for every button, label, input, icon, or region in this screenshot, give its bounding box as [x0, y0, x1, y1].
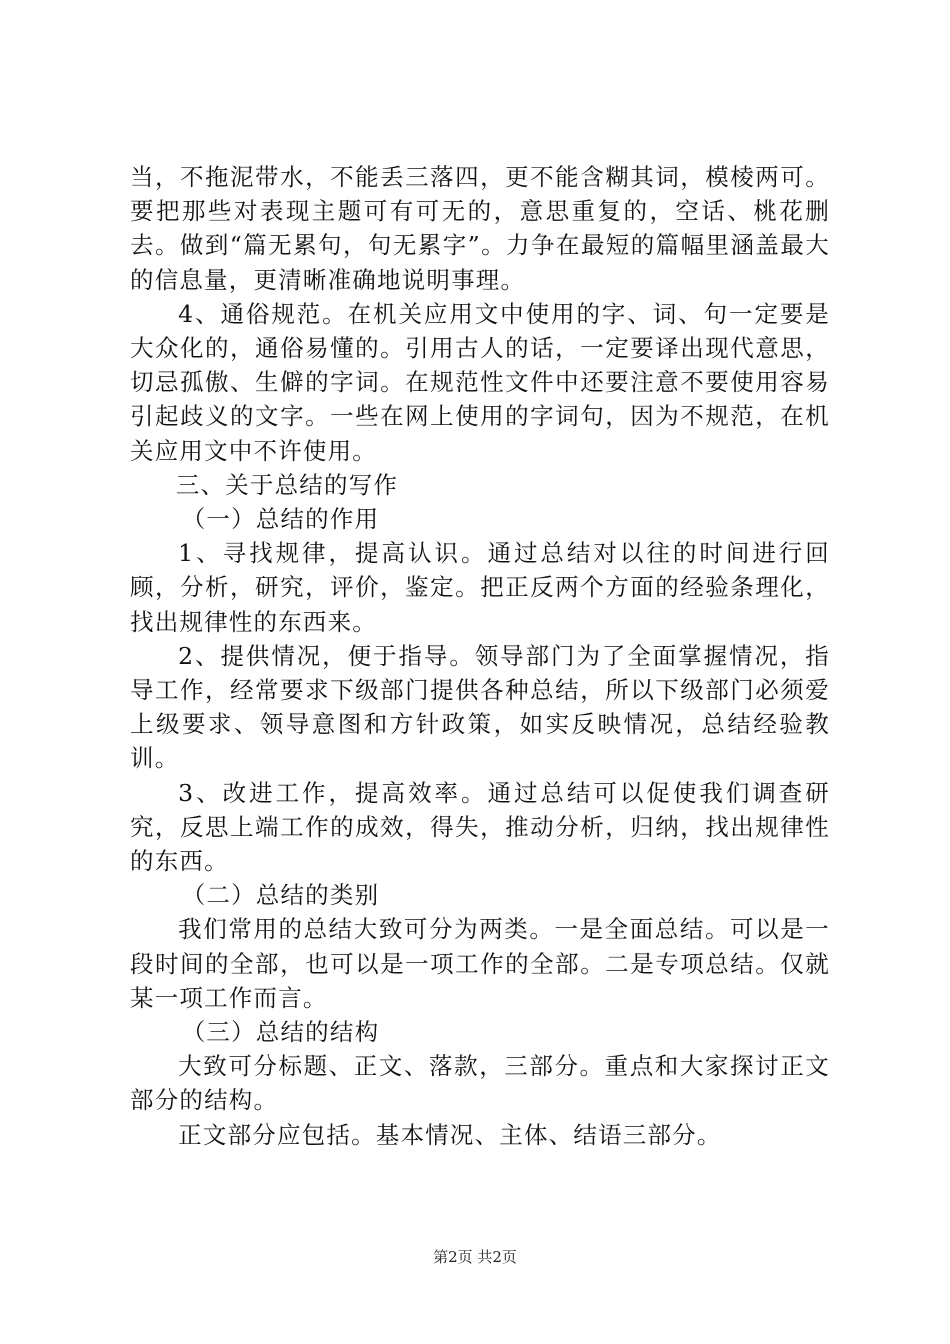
document-body	[130, 160, 830, 1152]
subheading-summary-structure: （三）总结的结构	[181, 1018, 380, 1047]
paragraph-provide-information: 2、提供情况，便于指导。领导部门为了全面掌握情况，指导工作，经常要求下级部门提供各种总结，所以下级部门必须爱上级要求、领导意图和方针政策，如实反映情况，总结经验教训。	[130, 641, 830, 773]
paragraph-find-patterns: 1、寻找规律，提高认识。通过总结对以往的时间进行回顾，分析，研究，评价，鉴定。把正反两个方面的经验条理化，找出规律性的东西来。	[130, 539, 830, 636]
paragraph-two-types: 我们常用的总结大致可分为两类。一是全面总结。可以是一段时间的全部，也可以是一项工作的全部。二是专项总结。仅就某一项工作而言。	[130, 915, 830, 1012]
paragraph-structure-parts: 大致可分标题、正文、落款，三部分。重点和大家探讨正文部分的结构。	[130, 1052, 830, 1115]
section-heading-summary-writing: 三、关于总结的写作	[175, 470, 399, 499]
subheading-summary-role: （一）总结的作用	[181, 505, 380, 534]
paragraph-continuation: 当，不拖泥带水，不能丢三落四，更不能含糊其词，模棱两可。要把那些对表现主题可有可无的，意思重复的，空话、桃花删去。做到“篇无累句，句无累字”。力争在最短的篇幅里涵盖最大的信息量，更清晰准确地说明事理。	[130, 163, 830, 294]
page-number-footer: 第2页 共2页	[433, 1248, 517, 1266]
subheading-summary-types: （二）总结的类别	[181, 881, 380, 910]
paragraph-plain-standard: 4、通俗规范。在机关应用文中使用的字、词、句一定要是大众化的，通俗易懂的。引用古人的话，一定要译出现代意思，切忌孤傲、生僻的字词。在规范性文件中还要注意不要使用容易引起歧义的文字。一些在网上使用的字词句，因为不规范，在机关应用文中不许使用。	[130, 299, 830, 465]
paragraph-body-contents: 正文部分应包括。基本情况、主体、结语三部分。	[178, 1120, 722, 1149]
paragraph-improve-work: 3、改进工作，提高效率。通过总结可以促使我们调查研究，反思上端工作的成效，得失，推动分析，归纳，找出规律性的东西。	[130, 778, 830, 876]
